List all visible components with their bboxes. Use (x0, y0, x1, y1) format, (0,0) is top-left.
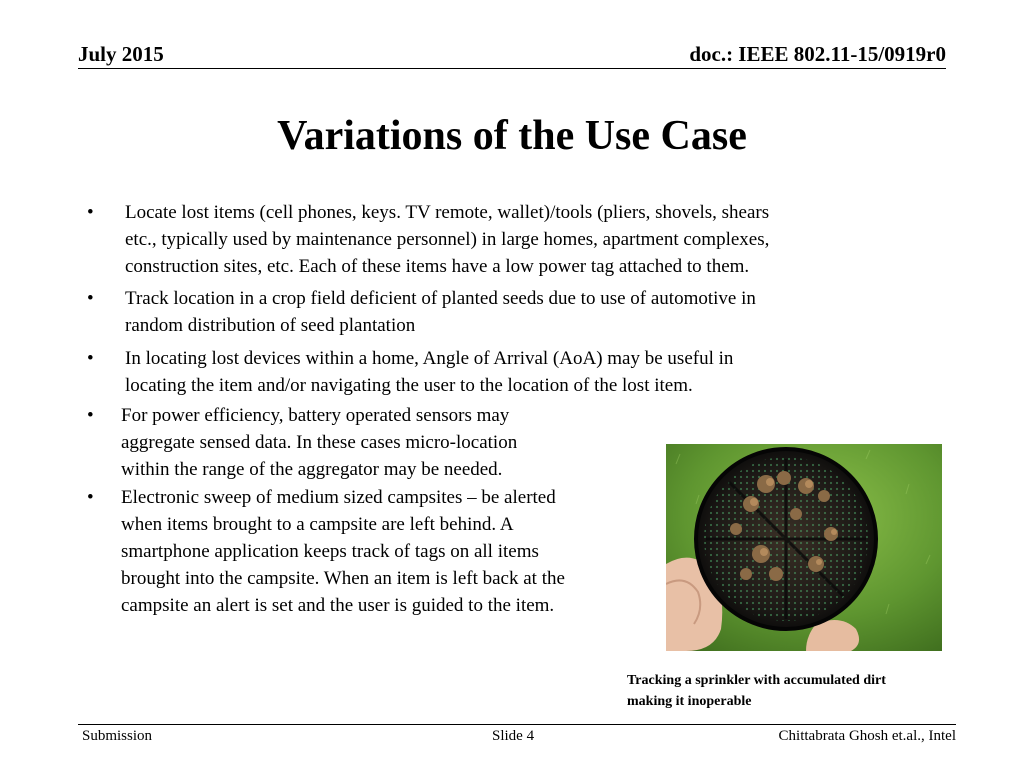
bullet-1-line-1: Locate lost items (cell phones, keys. TV remote, wallet)/tools (pliers, shovels, shears (125, 202, 770, 223)
bullet-2-line-1: Track location in a crop field deficient of planted seeds due to use of automotive in (125, 288, 756, 309)
bullet-5-line-2: when items brought to a campsite are left behind. A (121, 514, 514, 535)
bullet-5-line-4: brought into the campsite. When an item is left back at the (121, 568, 565, 589)
footer-rule (78, 724, 956, 725)
bullet-marker: • (87, 348, 94, 369)
bullet-marker: • (87, 288, 94, 309)
header-date: July 2015 (78, 42, 164, 66)
bullet-1-line-2: etc., typically used by maintenance personnel) in large homes, apartment complexes, (125, 229, 770, 250)
bullet-4-line-3: within the range of the aggregator may be needed. (121, 459, 503, 480)
bullet-5-line-3: smartphone application keeps track of tags on all items (121, 541, 539, 562)
image-caption (627, 670, 957, 712)
bullet-4-line-2: aggregate sensed data. In these cases micro-location (121, 432, 518, 453)
bullet-1-line-3: construction sites, etc. Each of these items have a low power tag attached to them. (125, 256, 750, 277)
slide-number: Slide 4 (492, 728, 535, 744)
bullet-5-line-1: Electronic sweep of medium sized campsites – be alerted (121, 487, 556, 508)
bullet-marker: • (87, 202, 94, 223)
footer-submission: Submission (82, 728, 153, 744)
header-rule (78, 68, 946, 69)
bullet-3-line-1: In locating lost devices within a home, Angle of Arrival (AoA) may be useful in (125, 348, 734, 369)
header-doc-id: doc.: IEEE 802.11-15/0919r0 (689, 42, 946, 66)
footer-author: Chittabrata Ghosh et.al., Intel (778, 728, 956, 744)
caption-line-2: making it inoperable (627, 694, 752, 709)
slide-title: Variations of the Use Case (277, 113, 747, 159)
caption-line-1: Tracking a sprinkler with accumulated dirt (627, 673, 886, 688)
bullet-4-line-1: For power efficiency, battery operated sensors may (121, 405, 510, 426)
sprinkler-photo (666, 444, 942, 651)
bullet-5-line-5: campsite an alert is set and the user is guided to the item. (121, 595, 555, 616)
bullet-2-line-2: random distribution of seed plantation (125, 315, 416, 336)
bullet-marker: • (87, 487, 94, 508)
bullet-marker: • (87, 405, 94, 426)
bullet-3-line-2: locating the item and/or navigating the user to the location of the lost item. (125, 375, 693, 396)
